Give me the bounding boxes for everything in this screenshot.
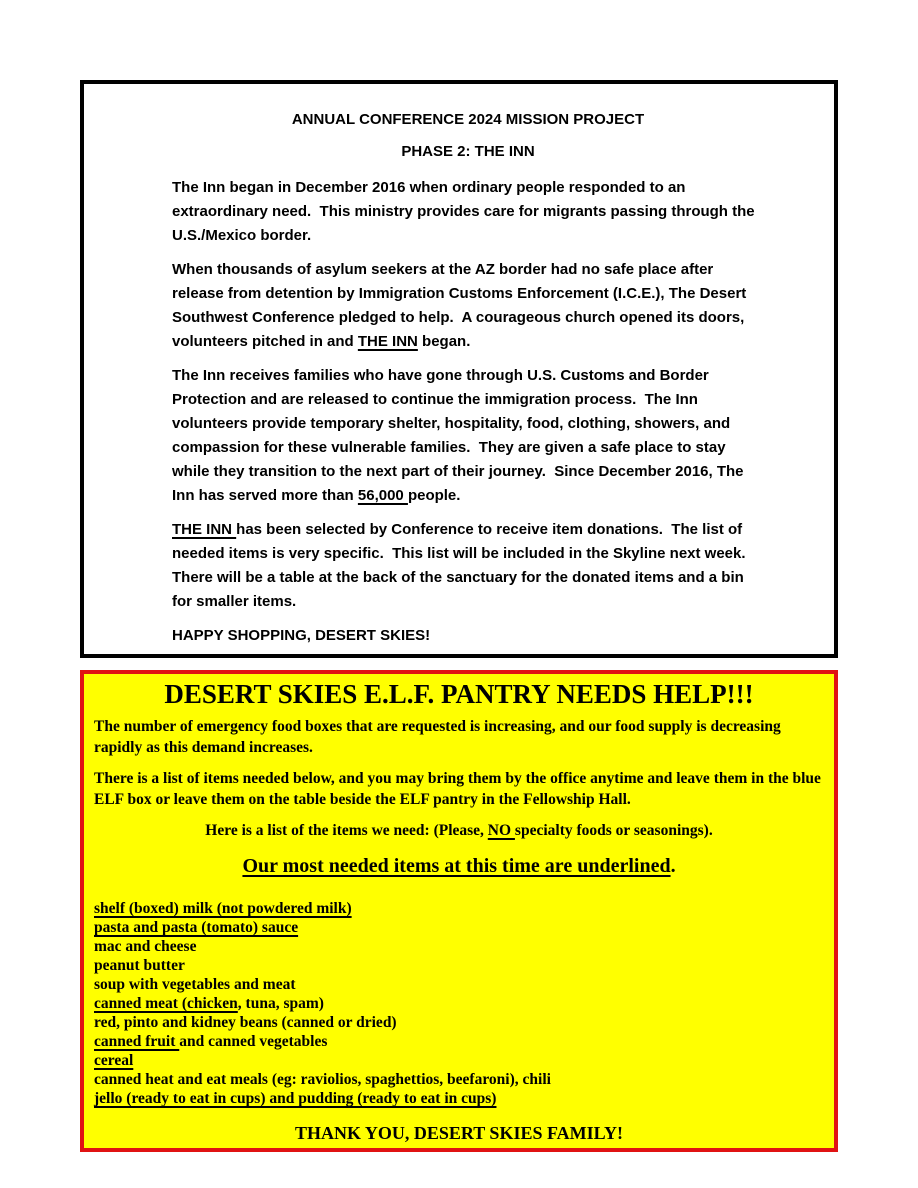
inn-paragraph	[172, 176, 764, 248]
pantry-subtitle	[94, 853, 824, 879]
text: red, pinto and kidney beans (canned or dried)	[94, 1014, 397, 1031]
underlined-text: 56,000	[357, 487, 408, 504]
text: people.	[407, 487, 461, 504]
text: began.	[417, 333, 471, 350]
text: and canned vegetables	[179, 1033, 328, 1050]
inn-paragraph	[172, 258, 764, 354]
inn-notice-box	[80, 80, 838, 658]
text: specialty foods or seasonings).	[514, 822, 713, 839]
pantry-paragraphs	[94, 716, 824, 810]
inn-paragraphs	[172, 176, 764, 648]
pantry-items-list	[94, 899, 824, 1108]
pantry-title: DESERT SKIES E.L.F. PANTRY NEEDS HELP!!!	[164, 679, 754, 709]
text: HAPPY SHOPPING, DESERT SKIES!	[172, 627, 431, 644]
text: soup with vegetables and meat	[94, 976, 296, 993]
text: canned heat and eat meals (eg: raviolios, spaghettios, beefaroni), chili	[94, 1071, 551, 1088]
pantry-paragraph	[94, 768, 824, 810]
underlined-text: jello (ready to eat in cups) and pudding (ready to eat in cups)	[94, 1090, 497, 1107]
pantry-closing: THANK YOU, DESERT SKIES FAMILY!	[295, 1123, 623, 1143]
underlined-text: pasta and pasta (tomato) sauce	[94, 919, 299, 936]
text: peanut butter	[94, 957, 185, 974]
pantry-item	[94, 994, 824, 1013]
pantry-item	[94, 975, 824, 994]
pantry-notice-box	[80, 670, 838, 1152]
pantry-paragraph	[94, 716, 824, 758]
underlined-text: Our most needed items at this time are underlined	[242, 855, 671, 877]
pantry-item	[94, 1032, 824, 1051]
text: .	[670, 855, 676, 877]
text: has been selected by Conference to receive item donations. The list of needed items is very specific. This list will be included in the Skyline next week. There will be a table at the back of the sanctuary for the donated items and a bin for smaller items.	[172, 521, 754, 610]
underlined-text: canned fruit	[94, 1033, 180, 1050]
inn-paragraph	[172, 364, 764, 508]
text: Here is a list of the items we need: (Please,	[205, 822, 488, 839]
inn-title-line1: ANNUAL CONFERENCE 2024 MISSION PROJECT	[291, 111, 645, 128]
text: When thousands of asylum seekers at the AZ border had no safe place after release from detention by Immigration Customs Enforcement (I.C.E.), The Desert Southwest Conference pledged to help. A courageous church opened its doors, volunteers pitched in and	[172, 261, 751, 350]
underlined-text: THE INN	[172, 521, 237, 538]
underlined-text: cereal	[94, 1052, 134, 1069]
inn-paragraph	[172, 624, 764, 648]
pantry-item	[94, 937, 824, 956]
underlined-text: canned meat (chicken	[94, 995, 238, 1012]
text: The number of emergency food boxes that are requested is increasing, and our food supply is decreasing rapidly as this demand increases.	[94, 718, 785, 756]
underlined-text: shelf (boxed) milk (not powdered milk)	[94, 900, 352, 917]
pantry-item	[94, 918, 824, 937]
underlined-text: THE INN	[357, 333, 418, 350]
text: mac and cheese	[94, 938, 197, 955]
text: There is a list of items needed below, and you may bring them by the office anytime and leave them in the blue ELF box or leave them on the table beside the ELF pantry in the Fellowship Hall.	[94, 770, 825, 808]
pantry-item	[94, 1070, 824, 1089]
text: The Inn began in December 2016 when ordinary people responded to an extraordinary need. This ministry provides care for migrants passing through the U.S./Mexico border.	[172, 179, 759, 244]
text: , tuna, spam)	[237, 995, 324, 1012]
pantry-item	[94, 1089, 824, 1108]
pantry-item	[94, 1013, 824, 1032]
inn-paragraph	[172, 518, 764, 614]
pantry-item	[94, 1051, 824, 1070]
pantry-item	[94, 956, 824, 975]
text: The Inn receives families who have gone through U.S. Customs and Border Protection and are released to continue the immigration process. The Inn volunteers provide temporary shelter, hospitality, food, clothing, showers, and compassion for these vulnerable families. They are given a safe place to stay while they transition to the next part of their journey. Since December 2016, The Inn has served more than	[172, 367, 748, 504]
pantry-list-intro	[94, 820, 824, 841]
inn-title-line2: PHASE 2: THE INN	[401, 143, 535, 160]
underlined-text: NO	[487, 822, 515, 839]
pantry-item	[94, 899, 824, 918]
